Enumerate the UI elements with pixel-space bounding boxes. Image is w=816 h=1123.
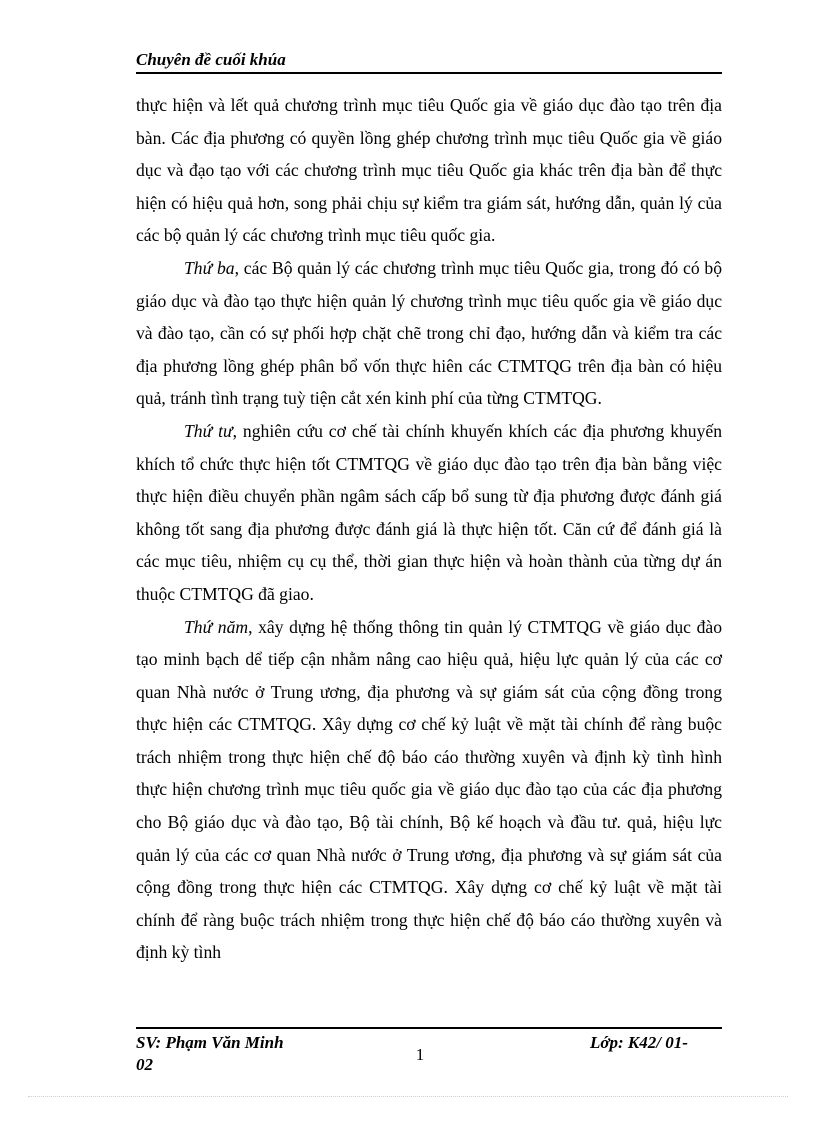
footer-class: Lớp: K42/ 01-: [590, 1033, 688, 1052]
paragraph-2-text: , các Bộ quản lý các chương trình mục tiêu Quốc gia, trong đó có bộ giáo dục và đào tạo thực hiện quản lý chương trình mục tiêu quốc gia về giáo dục và đào tạo, cần có sự phối hợp chặt chẽ trong chỉ đạo, hướng dẫn và kiểm tra các địa phương lồng ghép phân bổ vốn thực hiên các CTMTQG trên địa bàn có hiệu quả, tránh tình trạng tuỳ tiện cắt xén kinh phí của từng CTMTQG.: [136, 257, 722, 409]
paragraph-3: [136, 415, 722, 611]
paragraph-3-text: , nghiên cứu cơ chế tài chính khuyến khích các địa phương khuyến khích tổ chức thực hiện tốt CTMTQG về giáo dục đào tạo trên địa bàn bằng việc thực hiện điều chuyển phần ngâm sách cấp bổ sung từ địa phương được đánh giá không tốt sang địa phương được đánh giá là thực hiện tốt. Căn cứ để đánh giá là các mục tiêu, nhiệm cụ cụ thể, thời gian thực hiện và hoàn thành của từng dự án thuộc CTMTQG đã giao.: [136, 420, 722, 604]
footer-divider: [136, 1027, 722, 1029]
paragraph-1-text: thực hiện và lết quả chương trình mục tiêu Quốc gia về giáo dục đào tạo trên địa bàn. Các địa phương có quyền lồng ghép chương trình mục tiêu Quốc gia về giáo dục và đạo tạo với các chương trình mục tiêu Quốc gia khác trên địa bàn để thực hiện có hiệu quả hơn, song phải chịu sự kiểm tra giám sát, hướng dẫn, quản lý của các bộ quản lý các chương trình mục tiêu quốc gia.: [136, 95, 722, 246]
footer-student-suffix: 02: [136, 1055, 153, 1074]
paragraph-1: [136, 89, 722, 252]
paragraph-4: [136, 611, 722, 970]
footer-student-name: SV: Phạm Văn Minh: [136, 1033, 284, 1052]
document-body: [136, 89, 722, 969]
header-title: Chuyên đề cuối khúa: [136, 50, 286, 69]
paragraph-4-lead: Thứ năm: [184, 616, 249, 637]
paragraph-2-lead: Thứ ba: [184, 257, 235, 278]
page-header: [136, 48, 722, 74]
page-bottom-dotted-line: [28, 1096, 788, 1097]
page-number: 1: [415, 1045, 425, 1064]
paragraph-2: [136, 252, 722, 415]
paragraph-4-text: , xây dựng hệ thống thông tin quản lý CTMTQG về giáo dục đào tạo minh bạch dể tiếp cận nhằm nâng cao hiệu quả, hiệu lực quản lý của các cơ quan Nhà nước ở Trung ương, địa phương và sự giám sát của cộng đồng trong thực hiện các CTMTQG. Xây dựng cơ chế kỷ luật về mặt tài chính để ràng buộc trách nhiệm trong thực hiện chế độ báo cáo thường xuyên và định kỳ tình hình thực hiện chương trình mục tiêu quốc gia về giáo dục đào tạo của các địa phương cho Bộ giáo dục và đào tạo, Bộ tài chính, Bộ kế hoạch và đầu tư. quả, hiệu lực quản lý của các cơ quan Nhà nước ở Trung ương, địa phương và sự giám sát của cộng đồng trong thực hiện các CTMTQG. Xây dựng cơ chế kỷ luật về mặt tài chính để ràng buộc trách nhiệm trong thực hiện chế độ báo cáo thường xuyên và định kỳ tình: [136, 616, 722, 963]
paragraph-3-lead: Thứ tư: [184, 420, 233, 441]
footer-student: [136, 1032, 336, 1076]
